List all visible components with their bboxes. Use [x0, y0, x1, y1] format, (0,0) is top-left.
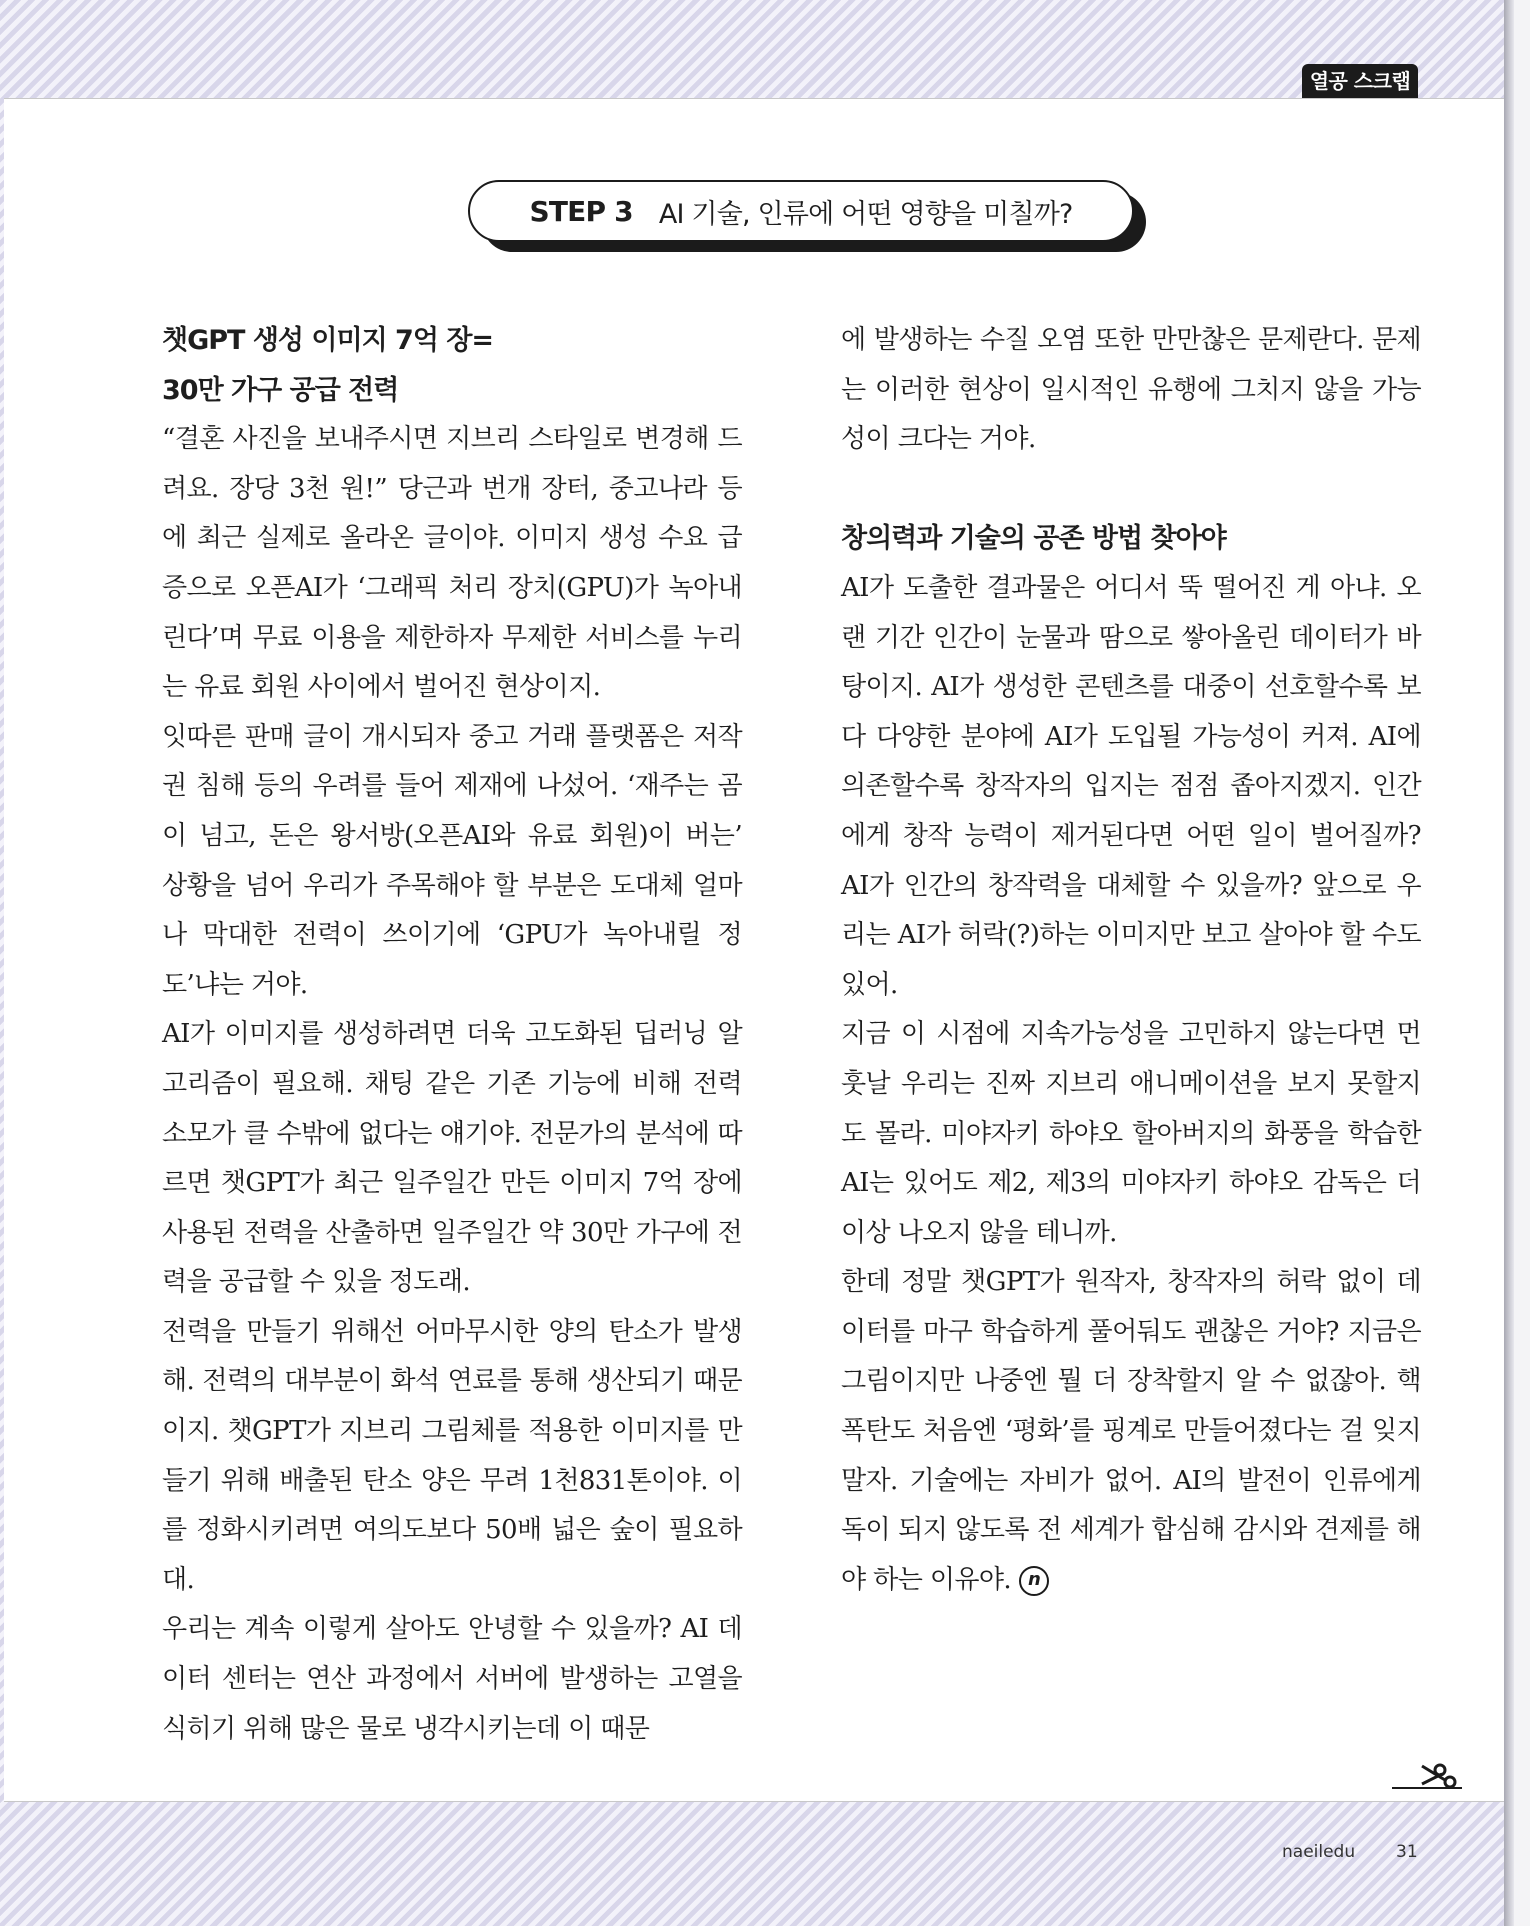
right-column [841, 316, 1421, 1605]
left-paragraph-1: “결혼 사진을 보내주시면 지브리 스타일로 변경해 드려요. 장당 3천 원!” 당근과 번개 장터, 중고나라 등에 최근 실제로 올라온 글이야. 이미지 생성 수요 급증으로 오픈AI가 ‘그래픽 처리 장치(GPU)가 녹아내린다’며 무료 이용을 제한하자 무제한 서비스를 누리는 유료 회원 사이에서 벌어진 현상이지. [162, 424, 742, 703]
right-paragraph-0: 에 발생하는 수질 오염 또한 만만찮은 문제란다. 문제는 이러한 현상이 일시적인 유행에 그치지 않을 가능성이 크다는 거야. [841, 325, 1421, 455]
right-paragraph-3 [841, 1258, 1421, 1605]
scissors-icon [1392, 1762, 1462, 1792]
left-column [162, 316, 742, 1754]
paragraph-gap [841, 465, 1421, 515]
left-heading-line-1: 챗GPT 생성 이미지 7억 장= [162, 325, 494, 356]
left-paragraph-2: 잇따른 판매 글이 개시되자 중고 거래 플랫폼은 저작권 침해 등의 우려를 들어 제재에 나섰어. ‘재주는 곰이 넘고, 돈은 왕서방(오픈AI와 유료 회원)이 버는’ 상황을 넘어 우리가 주목해야 할 부분은 도대체 얼마나 막대한 전력이 쓰이기에 ‘GPU가 녹아내릴 정도’냐는 거야. [162, 721, 742, 1000]
right-heading: 창의력과 기술의 공존 방법 찾아야 [841, 523, 1226, 555]
step-title: AI 기술, 인류에 어떤 영향을 미칠까? [658, 198, 1073, 230]
footer-brand: naeiledu [1282, 1842, 1356, 1862]
step-banner-pill [468, 180, 1134, 242]
step-label: STEP 3 [529, 194, 633, 228]
left-paragraph-4: 전력을 만들기 위해선 어마무시한 양의 탄소가 발생해. 전력의 대부분이 화석 연료를 통해 생산되기 때문이지. 챗GPT가 지브리 그림체를 적용한 이미지를 만들기 위해 배출된 탄소 양은 무려 1천831톤이야. 이를 정화시키려면 여의도보다 50배 넓은 숲이 필요하대. [162, 1316, 742, 1595]
left-heading-line-2: 30만 가구 공급 전력 [162, 374, 399, 406]
right-paragraph-3-text: 한데 정말 챗GPT가 원작자, 창작자의 허락 없이 데이터를 마구 학습하게 풀어둬도 괜찮은 거야? 지금은 그림이지만 나중엔 뭘 더 장착할지 알 수 없잖아. 핵폭탄도 처음엔 ‘평화’를 핑계로 만들어졌다는 걸 잊지 말자. 기술에는 자비가 없어. AI의 발전이 인류에게 독이 되지 않도록 전 세계가 합심해 감시와 견제를 해야 하는 이유야. [841, 1267, 1421, 1595]
left-paragraph-3: AI가 이미지를 생성하려면 더욱 고도화된 딥러닝 알고리즘이 필요해. 채팅 같은 기존 기능에 비해 전력 소모가 클 수밖에 없다는 얘기야. 전문가의 분석에 따르면 챗GPT가 최근 일주일간 만든 이미지 7억 장에 사용된 전력을 산출하면 일주일간 약 30만 가구에 전력을 공급할 수 있을 정도래. [162, 1019, 742, 1298]
left-paragraph-5: 우리는 계속 이렇게 살아도 안녕할 수 있을까? AI 데이터 센터는 연산 과정에서 서버에 발생하는 고열을 식히기 위해 많은 물로 냉각시키는데 이 때문 [162, 1614, 742, 1744]
step-banner [468, 180, 1148, 256]
page-edge [1514, 0, 1530, 1926]
page-gutter-shadow [1504, 0, 1514, 1926]
page-number: 31 [1396, 1842, 1418, 1862]
right-paragraph-2: 지금 이 시점에 지속가능성을 고민하지 않는다면 먼 훗날 우리는 진짜 지브리 애니메이션을 보지 못할지도 몰라. 미야자키 하야오 할아버지의 화풍을 학습한 AI는 있어도 제2, 제3의 미야자키 하야오 감독은 더 이상 나오지 않을 테니까. [841, 1019, 1421, 1248]
right-paragraph-1: AI가 도출한 결과물은 어디서 뚝 떨어진 게 아냐. 오랜 기간 인간이 눈물과 땀으로 쌓아올린 데이터가 바탕이지. AI가 생성한 콘텐츠를 대중이 선호할수록 보다 다양한 분야에 AI가 도입될 가능성이 커져. AI에 의존할수록 창작자의 입지는 점점 좁아지겠지. 인간에게 창작 능력이 제거된다면 어떤 일이 벌어질까? AI가 인간의 창작력을 대체할 수 있을까? 앞으로 우리는 AI가 허락(?)하는 이미지만 보고 살아야 할 수도 있어. [841, 572, 1421, 1000]
section-tag: 열공 스크랩 [1302, 64, 1418, 98]
naeil-logo-icon: n [1019, 1566, 1049, 1596]
